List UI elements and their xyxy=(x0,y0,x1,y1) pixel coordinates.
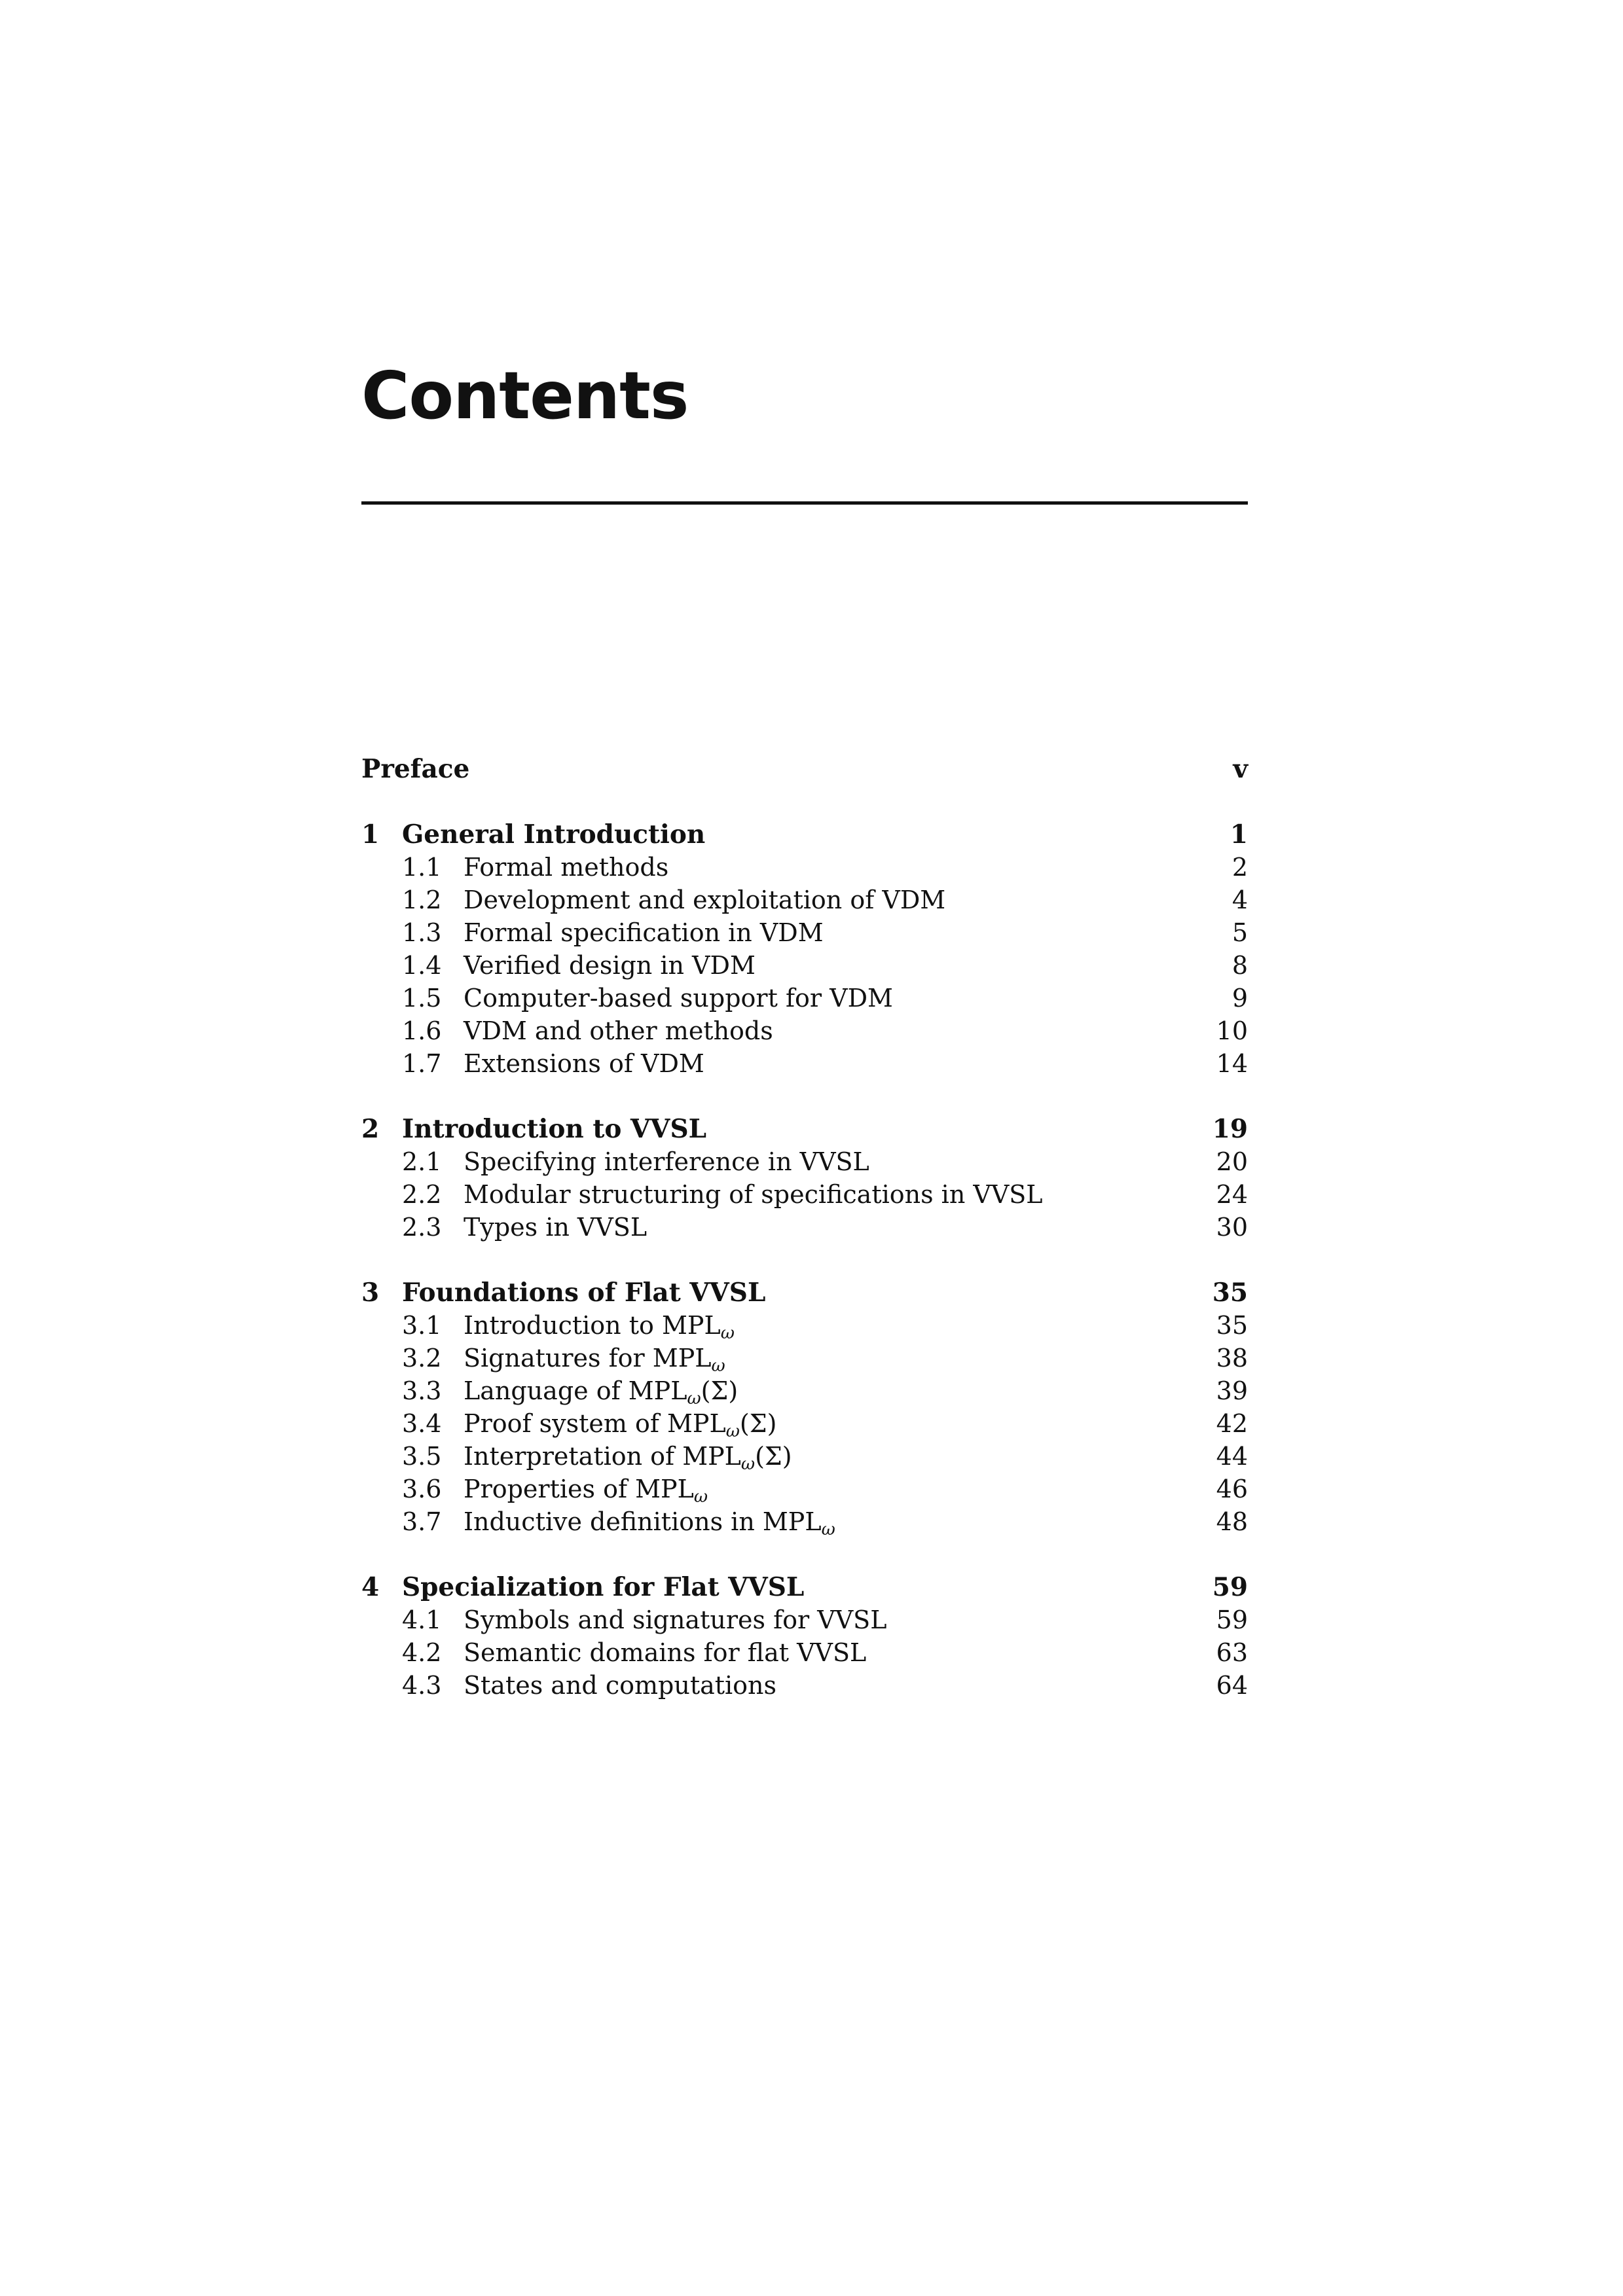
section-page: 10 xyxy=(1216,1016,1248,1045)
section-page: 20 xyxy=(1216,1147,1248,1176)
section-number: 3.4 xyxy=(402,1409,442,1438)
section-title xyxy=(464,1636,1216,1669)
chapter-title: Foundations of Flat VVSL xyxy=(402,1278,766,1308)
section-title-text: Semantic domains for flat VVSL xyxy=(464,1638,867,1667)
chapter-title: Specialization for Flat VVSL xyxy=(402,1572,805,1602)
section-page: 59 xyxy=(1216,1605,1248,1634)
toc-entry-preface[interactable] xyxy=(361,753,1248,785)
section-number: 1.5 xyxy=(402,984,442,1013)
section-number: 2.1 xyxy=(402,1147,442,1176)
section-title-text: VDM and other methods xyxy=(464,1016,773,1045)
toc-section-3-1[interactable] xyxy=(361,1309,1248,1342)
toc-section-4-2[interactable] xyxy=(361,1636,1248,1669)
section-title xyxy=(464,982,1232,1014)
section-number: 3.3 xyxy=(402,1376,442,1405)
section-title-text: Specifying interference in VVSL xyxy=(464,1147,869,1176)
section-page: 24 xyxy=(1216,1180,1248,1209)
section-title xyxy=(464,1309,1216,1342)
table-of-contents xyxy=(361,753,1248,1702)
toc-section-3-2[interactable] xyxy=(361,1342,1248,1374)
section-title-text: Proof system of MPL xyxy=(464,1409,726,1438)
section-title xyxy=(464,851,1232,884)
section-page: 42 xyxy=(1216,1409,1248,1438)
section-title xyxy=(464,884,1232,916)
section-title-text: Development and exploitation of VDM xyxy=(464,886,946,914)
section-title-text: Modular structuring of specifications in VVSL xyxy=(464,1180,1043,1209)
section-number: 2.3 xyxy=(402,1213,442,1242)
chapter-page: 19 xyxy=(1212,1114,1248,1144)
section-page: 38 xyxy=(1216,1344,1248,1372)
section-title-text: Extensions of VDM xyxy=(464,1049,704,1078)
section-page: 63 xyxy=(1216,1638,1248,1667)
section-number: 2.2 xyxy=(402,1180,442,1209)
section-title-text: Verified design in VDM xyxy=(464,951,756,980)
toc-chapter-4[interactable] xyxy=(361,1571,1248,1604)
section-title-subscript: ω xyxy=(740,1454,756,1474)
section-title xyxy=(464,1407,1216,1440)
section-title xyxy=(464,1440,1216,1473)
section-title xyxy=(464,916,1232,949)
section-page: 46 xyxy=(1216,1475,1248,1503)
toc-section-3-3[interactable] xyxy=(361,1374,1248,1407)
section-title xyxy=(464,1211,1216,1244)
section-page: 39 xyxy=(1216,1376,1248,1405)
section-page: 30 xyxy=(1216,1213,1248,1242)
preface-page: v xyxy=(1233,754,1248,784)
section-page: 2 xyxy=(1231,853,1248,882)
toc-section-1-3[interactable] xyxy=(361,916,1248,949)
section-number: 1.1 xyxy=(402,853,442,882)
section-page: 48 xyxy=(1216,1507,1248,1536)
section-title-text: Formal methods xyxy=(464,853,669,882)
section-title-text: States and computations xyxy=(464,1671,777,1700)
title-rule xyxy=(361,501,1248,505)
page-title: Contents xyxy=(361,357,689,434)
toc-section-4-1[interactable] xyxy=(361,1604,1248,1636)
section-title-suffix: (Σ) xyxy=(755,1442,792,1471)
section-title xyxy=(464,1047,1216,1080)
section-title-subscript: ω xyxy=(711,1356,725,1376)
section-title xyxy=(464,1342,1216,1374)
section-page: 35 xyxy=(1216,1311,1248,1340)
section-number: 3.1 xyxy=(402,1311,442,1340)
toc-section-1-4[interactable] xyxy=(361,949,1248,982)
section-title xyxy=(464,1505,1216,1538)
chapter-title: General Introduction xyxy=(402,819,706,850)
toc-section-3-7[interactable] xyxy=(361,1505,1248,1538)
section-page: 64 xyxy=(1216,1671,1248,1700)
section-title-subscript: ω xyxy=(687,1389,701,1408)
section-page: 5 xyxy=(1231,918,1248,947)
chapter-page: 35 xyxy=(1212,1278,1248,1308)
toc-section-1-1[interactable] xyxy=(361,851,1248,884)
section-page: 44 xyxy=(1216,1442,1248,1471)
toc-section-2-1[interactable] xyxy=(361,1145,1248,1178)
section-number: 3.6 xyxy=(402,1475,442,1503)
chapter-number: 3 xyxy=(361,1278,380,1308)
section-title xyxy=(464,1669,1216,1702)
chapter-list xyxy=(361,818,1248,1702)
chapter-number: 1 xyxy=(361,819,380,850)
chapter-page: 59 xyxy=(1212,1572,1248,1602)
chapter-page: 1 xyxy=(1230,819,1248,850)
section-title-text: Properties of MPL xyxy=(464,1475,694,1503)
preface-label: Preface xyxy=(361,754,470,784)
toc-section-1-2[interactable] xyxy=(361,884,1248,916)
section-number: 4.1 xyxy=(402,1605,442,1634)
toc-section-3-5[interactable] xyxy=(361,1440,1248,1473)
section-title xyxy=(464,1604,1216,1636)
toc-section-1-5[interactable] xyxy=(361,982,1248,1014)
section-title-text: Signatures for MPL xyxy=(464,1344,712,1372)
section-number: 3.5 xyxy=(402,1442,442,1471)
section-page: 9 xyxy=(1231,984,1248,1013)
toc-chapter-3[interactable] xyxy=(361,1276,1248,1309)
section-title xyxy=(464,1374,1216,1407)
section-title-subscript: ω xyxy=(693,1487,708,1507)
section-title-text: Inductive definitions in MPL xyxy=(464,1507,822,1536)
section-title-text: Computer-based support for VDM xyxy=(464,984,893,1013)
section-number: 1.7 xyxy=(402,1049,442,1078)
section-page: 4 xyxy=(1231,886,1248,914)
toc-section-1-6[interactable] xyxy=(361,1014,1248,1047)
section-number: 1.3 xyxy=(402,918,442,947)
section-title xyxy=(464,1178,1216,1211)
section-number: 3.2 xyxy=(402,1344,442,1372)
section-title-subscript: ω xyxy=(725,1422,740,1441)
toc-chapter-2[interactable] xyxy=(361,1113,1248,1145)
section-title-subscript: ω xyxy=(720,1323,735,1343)
section-title-text: Formal specification in VDM xyxy=(464,918,824,947)
section-title xyxy=(464,1014,1216,1047)
chapter-number: 2 xyxy=(361,1114,380,1144)
section-title-suffix: (Σ) xyxy=(701,1376,739,1405)
section-title-text: Language of MPL xyxy=(464,1376,687,1405)
section-title-text: Interpretation of MPL xyxy=(464,1442,741,1471)
section-title-suffix: (Σ) xyxy=(739,1409,777,1438)
section-title xyxy=(464,1473,1216,1505)
toc-section-3-6[interactable] xyxy=(361,1473,1248,1505)
section-page: 14 xyxy=(1216,1049,1248,1078)
section-page: 8 xyxy=(1231,951,1248,980)
toc-section-3-4[interactable] xyxy=(361,1407,1248,1440)
section-number: 4.3 xyxy=(402,1671,442,1700)
section-number: 1.4 xyxy=(402,951,442,980)
section-title-text: Introduction to MPL xyxy=(464,1311,721,1340)
section-number: 1.6 xyxy=(402,1016,442,1045)
chapter-title: Introduction to VVSL xyxy=(402,1114,707,1144)
section-title-subscript: ω xyxy=(821,1520,835,1539)
section-title xyxy=(464,949,1232,982)
toc-section-2-2[interactable] xyxy=(361,1178,1248,1211)
section-title xyxy=(464,1145,1216,1178)
section-number: 1.2 xyxy=(402,886,442,914)
toc-section-4-3[interactable] xyxy=(361,1669,1248,1702)
section-title-text: Symbols and signatures for VVSL xyxy=(464,1605,887,1634)
toc-chapter-1[interactable] xyxy=(361,818,1248,851)
chapter-number: 4 xyxy=(361,1572,380,1602)
section-number: 3.7 xyxy=(402,1507,442,1536)
toc-section-2-3[interactable] xyxy=(361,1211,1248,1244)
section-number: 4.2 xyxy=(402,1638,442,1667)
section-title-text: Types in VVSL xyxy=(464,1213,647,1242)
toc-section-1-7[interactable] xyxy=(361,1047,1248,1080)
